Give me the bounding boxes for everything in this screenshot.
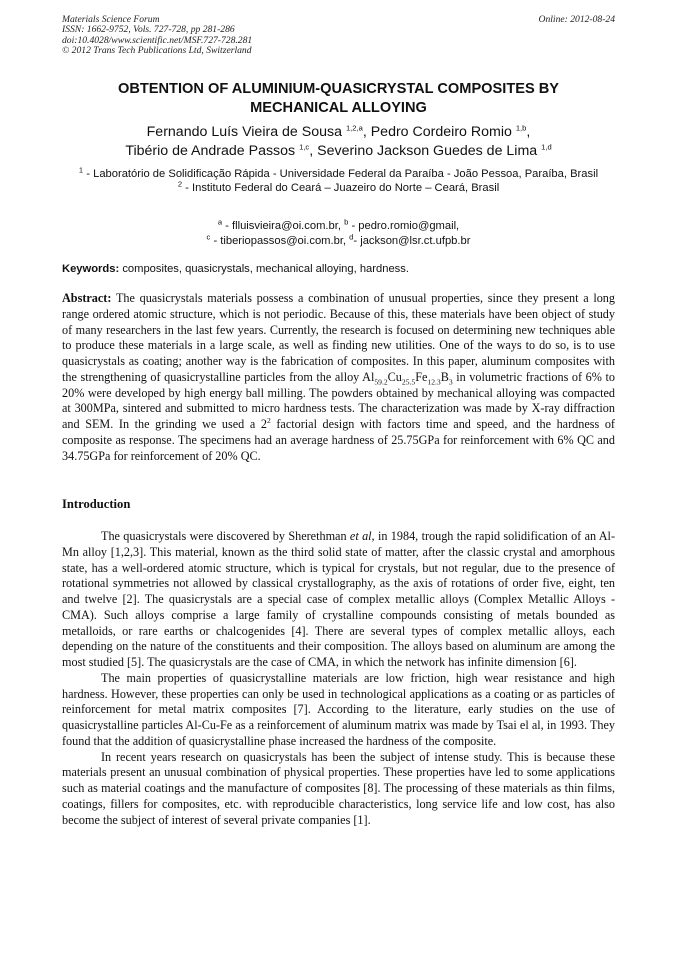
- section-heading-introduction: Introduction: [62, 497, 131, 511]
- abstract-text: factorial design with factors time and speed, and the hardness of composite as response. The specimens had an average hardness of 25.75GPa for reinforcement with 6% QC and 34.75GPa for reinforcement of 20% QC.: [62, 417, 615, 463]
- email-mark: b: [344, 217, 349, 227]
- paragraph: [62, 529, 615, 671]
- introduction-body: [62, 529, 615, 828]
- superscript: 2: [266, 415, 271, 425]
- author-affiliation-mark: 1,2,a: [345, 123, 363, 133]
- paragraph: In recent years research on quasicrystals has been the subject of intense study. This is because these materials present an unusual combination of physical properties. These properties have led to some applications such as material coatings and the manufacture of composites [8]. The processing of these materials as thin films, coatings, fillers for composites, etc. with reproducible characteristics, long service life and low cost, has also become the subject of interest of several private companies [1].: [62, 749, 615, 827]
- journal-header: [62, 15, 615, 57]
- email-mark: c: [206, 231, 211, 241]
- author-name: Fernando Luís Vieira de Sousa: [146, 124, 342, 140]
- title-line-2: MECHANICAL ALLOYING: [250, 100, 427, 116]
- author-name: Tibério de Andrade Passos: [125, 143, 296, 159]
- author-affiliation-mark: 1,d: [541, 142, 552, 152]
- author-emails: [62, 219, 615, 248]
- paragraph-text: in 1984, trough the rapid solidification of an Al-Mn alloy [1,2,3]. This material, known as the third solid state of matter, after the classic crystal and amorphous state, has a well-ordered atomic structure, which is typical for crystals, but not regular, due to the presence of rotational symmetries not allowed by classical crystallography, as the axis of rotations of order five, eight, ten and twelve [2]. The quasicrystals are a special case of complex metallic alloys (Complex Metallic Alloys - CMA). Such alloys comprise a large family of crystalline compounds consisting of metals bounded as metalloids, or rare earths or chalcogenides [4]. There are several types of complex metallic alloys, each depending on the nature of the constituents and their composition. The alloys based on aluminum are among the most studied [5]. The quasicrystals are the case of CMA, in which the network has infinite dimension [6].: [62, 529, 616, 669]
- email-text: - tiberiopassos@oi.com.br,: [213, 234, 347, 247]
- author-line-1: Fernando Luís Vieira de Sousa $^{1,2,a}$, Pedro Cordeiro Romio $^{1,b}$,: [146, 123, 531, 140]
- abstract-text: in volumetric fractions of 6% to 20% were developed by high energy ball milling. The powders obtained by mechanical alloying was compacted at 300MPa, sintered and submitted to micro hardness tests. The characterization was made by X-ray diffraction and SEM. In the grinding we used a 2: [62, 369, 616, 431]
- email-line-2: [62, 231, 615, 249]
- subscript: 59.2: [374, 377, 388, 387]
- element-symbol: B: [440, 369, 449, 384]
- affiliation-1: [62, 167, 615, 181]
- issn-line: ISSN: 1662-9752, Vols. 727-728, pp 281-286: [62, 24, 235, 36]
- element-symbol: Fe: [415, 369, 428, 384]
- paragraph-text: The quasicrystals were discovered by Sherethman: [101, 529, 347, 543]
- affiliation-number: 1: [78, 165, 84, 175]
- keywords-text: composites, quasicrystals, mechanical alloying, hardness.: [122, 263, 409, 275]
- affiliations: [62, 167, 615, 195]
- emphasis-text: et al,: [349, 529, 375, 543]
- email-text: - flluisvieira@oi.com.br,: [225, 220, 341, 232]
- author-name: Severino Jackson Guedes de Lima: [317, 143, 538, 159]
- keywords-label: Keywords:: [62, 263, 120, 275]
- author-line-2: Tibério de Andrade Passos $^{1,c}$, Severino Jackson Guedes de Lima $^{1,d}$: [125, 142, 552, 159]
- affiliation-number: 2: [177, 179, 183, 189]
- subscript: 25.5: [401, 377, 416, 387]
- author-name: Pedro Cordeiro Romio: [370, 124, 512, 140]
- email-line-1: [62, 219, 615, 234]
- subscript: 3: [448, 377, 453, 387]
- affiliation-text: - Instituto Federal do Ceará – Juazeiro do Norte – Ceará, Brasil: [185, 182, 500, 195]
- journal-name: Materials Science Forum: [62, 14, 160, 25]
- author-list: [62, 123, 615, 161]
- affiliation-2: [62, 181, 615, 195]
- element-symbol: Cu: [387, 369, 402, 384]
- paper-title: [62, 80, 615, 118]
- abstract-text: The quasicrystals materials possess a combination of unusual properties, since they present a long range ordered atomic structure, which is not periodic. Because of this, these materials have been object of study of many researchers in the last few years. Currently, the research is focused on determining new techniques able to produce these materials in a large scale, as well as finding new utilities. One of the ways to do so, is to use quasicrystals as coating; another way is the fabrication of composites. In this paper, aluminum composites with the strengthening of quasicrystalline particles from the alloy Al: [62, 291, 615, 384]
- copyright-line: © 2012 Trans Tech Publications Ltd, Switzerland: [62, 45, 252, 57]
- email-text: - jackson@lsr.ct.ufpb.br: [353, 234, 471, 247]
- paragraph: The main properties of quasicrystalline materials are low friction, high wear resistance and high hardness. However, these properties can only be used in technological applications as a coating or as particles of reinforcement for metal matrix composites [7]. According to the literature, early studies on the use of quasicrystalline particles Al-Cu-Fe as a reinforcement of aluminum matrix was made by Tsai el al, in 1993. They found that the addition of quasicrystalline phase increased the hardness of the composite.: [62, 670, 615, 748]
- doi-line: doi:10.4028/www.scientific.net/MSF.727-728.281: [62, 34, 253, 46]
- author-affiliation-mark: 1,c: [299, 142, 310, 152]
- abstract: [62, 291, 615, 464]
- email-text: - pedro.romio@gmail,: [351, 220, 460, 232]
- email-mark: a: [217, 217, 223, 227]
- online-date: Online: 2012-08-24: [538, 14, 615, 25]
- title-line-1: OBTENTION OF ALUMINIUM-QUASICRYSTAL COMPOSITES BY: [117, 81, 560, 97]
- author-affiliation-mark: 1,b: [515, 123, 527, 133]
- affiliation-text: - Laboratório de Solidificação Rápida - Universidade Federal da Paraíba - João Pessoa, Paraíba, Brasil: [86, 168, 599, 180]
- abstract-label: Abstract:: [62, 291, 112, 305]
- email-mark: d: [349, 231, 354, 241]
- subscript: 12.3: [427, 377, 441, 387]
- keywords: [62, 262, 615, 276]
